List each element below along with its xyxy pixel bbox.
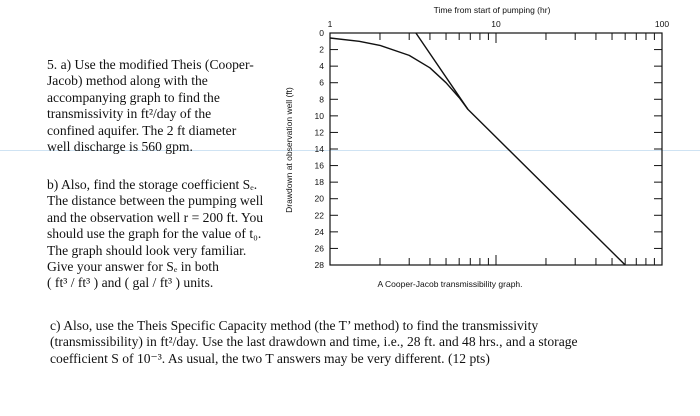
y-tick-label: 24 (314, 226, 324, 237)
question-b-line: b) Also, find the storage coefficient Sₑ. (47, 177, 258, 192)
question-b-line: The graph should look very familiar. (47, 242, 247, 258)
question-b-line: should use the graph for the value of t₀. (47, 226, 262, 242)
y-tick-label: 0 (319, 28, 324, 38)
question-b-line: Give your answer for Sₑ in both (47, 259, 219, 275)
y-tick-label: 10 (314, 110, 324, 121)
drawdown-curve (330, 38, 468, 109)
y-tick-label: 8 (319, 94, 324, 105)
question-c-line: coefficient S of 10⁻³. As usual, the two T answers may be very different. (12 pts) (50, 350, 490, 366)
question-a-line: Jacob) method along with the (47, 73, 208, 89)
question-b-line: ( ft³ / ft³ ) and ( gal / ft³ ) units. (47, 275, 214, 291)
question-a-line: confined aquifer. The 2 ft diameter (47, 122, 237, 138)
question-b-line: and the observation well r = 200 ft. You (47, 209, 264, 225)
y-tick-label: 26 (314, 243, 324, 254)
x-tick-label: 1 (327, 19, 333, 29)
y-tick-label: 16 (314, 160, 324, 171)
y-axis-label: Drawdown at observation well (ft) (284, 87, 294, 213)
chart-series (330, 33, 625, 265)
question-a-line: accompanying graph to find the (47, 89, 220, 105)
x-tick-label: 10 (491, 19, 501, 29)
plot-border (330, 33, 662, 265)
y-tick-label: 22 (314, 210, 324, 221)
question-a-line: transmissivity in ft²/day of the (47, 106, 212, 122)
y-tick-label: 18 (314, 177, 324, 188)
question-a-line: well discharge is 560 gpm. (47, 139, 193, 155)
y-tick-label: 4 (319, 61, 324, 72)
chart-ticks (330, 33, 662, 265)
y-tick-label: 12 (314, 127, 324, 138)
chart-tick-labels (315, 19, 670, 270)
question-c-line: (transmissibility) in ft²/day. Use the last drawdown and time, i.e., 28 ft. and 48 hrs., and a storage (50, 334, 578, 350)
chart-caption: A Cooper-Jacob transmissibility graph. (377, 279, 523, 289)
y-tick-label: 2 (319, 44, 324, 55)
question-a-line: 5. a) Use the modified Theis (Cooper- (47, 57, 254, 72)
y-tick-label: 14 (314, 144, 324, 154)
chart-frame (330, 33, 662, 265)
y-tick-label: 6 (319, 77, 324, 88)
x-tick-label: 100 (654, 19, 670, 29)
y-tick-label: 20 (314, 193, 324, 204)
cooper-jacob-line (416, 33, 625, 265)
y-tick-label: 28 (314, 260, 324, 270)
question-b-line: The distance between the pumping well (47, 193, 264, 209)
chart-title: Time from start of pumping (hr) (433, 5, 551, 15)
question-c-line: c) Also, use the Theis Specific Capacity method (the T’ method) to find the transmissivity (50, 318, 539, 333)
